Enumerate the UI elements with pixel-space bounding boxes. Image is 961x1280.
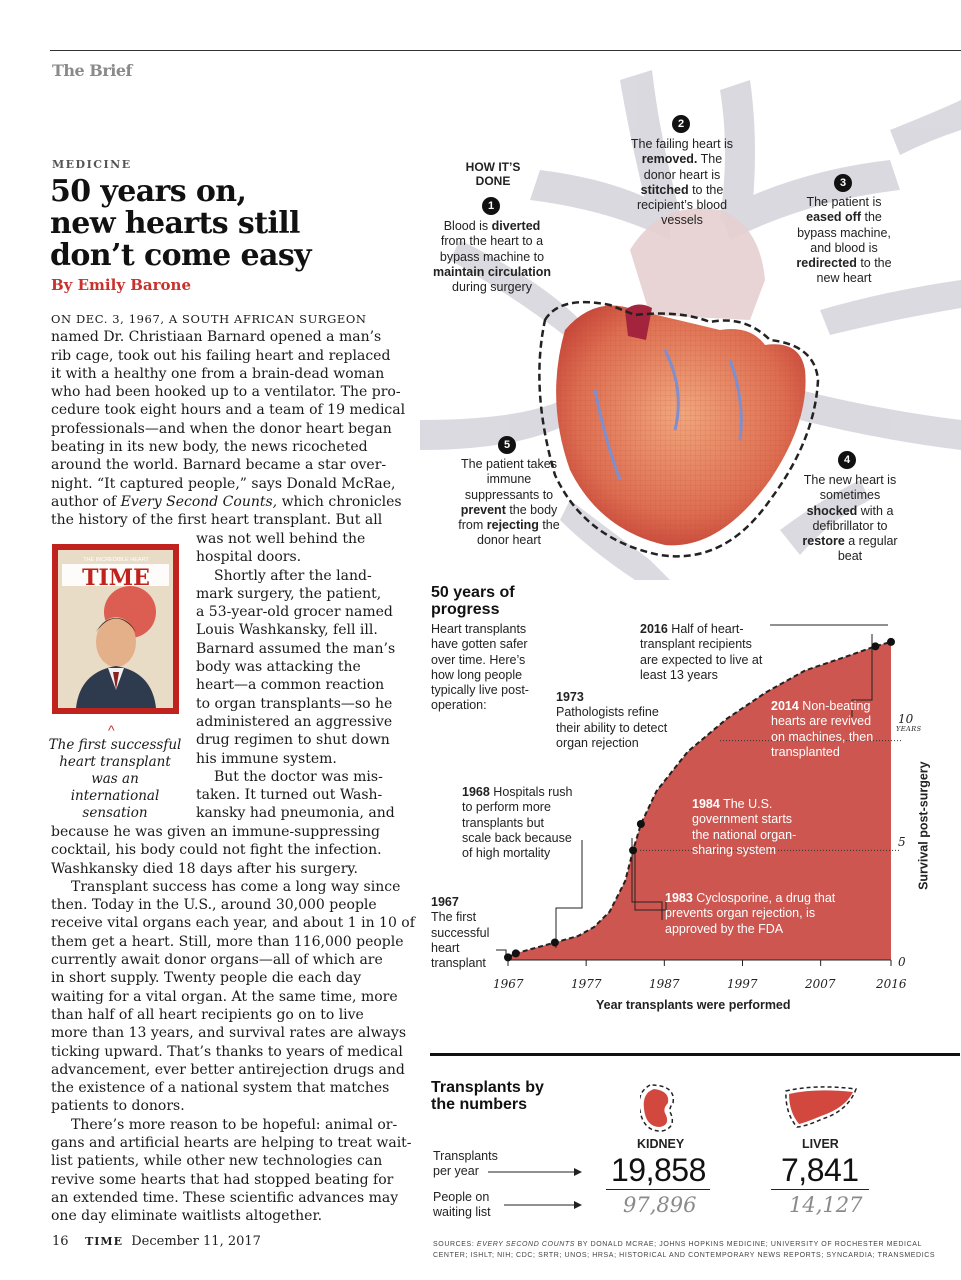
headline-line: 50 years on, [50, 174, 247, 209]
caption-caret-icon: ^ [108, 722, 115, 738]
page-number: 16 [52, 1234, 69, 1249]
annotation-1984: 1984 The U.S. government starts the national organ-sharing system [692, 797, 797, 857]
step-2-text: The failing heart is removed. The donor heart is stitched to the recipient’s blood vessels [630, 137, 734, 228]
headline-line: don’t come easy [50, 238, 311, 273]
step-5-text: The patient takes immune suppressants to prevent the body from rejecting the donor heart [458, 457, 560, 548]
x-tick-2007: 2007 [805, 977, 836, 991]
step-5-badge: 5 [498, 436, 516, 454]
body-line: the existence of a national system that matches [51, 1080, 390, 1097]
marker-1968 [512, 949, 520, 957]
body-line: waiting for a vital organ. At the same time, more [51, 988, 398, 1005]
y-unit: YEARS [896, 725, 922, 733]
time-cover-image [52, 544, 179, 714]
body-line: heart—a common reaction [196, 677, 385, 694]
body-line: Barnard assumed the man’s [196, 640, 396, 657]
y-tick-5: 5 [898, 835, 906, 849]
body-line: ticking upward. That’s thanks to years of medical [51, 1043, 403, 1060]
cover-illustration [58, 550, 173, 708]
top-rule [50, 50, 961, 51]
y-axis-label: Survival post-surgery [916, 761, 931, 890]
step-4-badge: 4 [838, 451, 856, 469]
body-line: drug regimen to shut down [196, 732, 390, 749]
step-3-badge: 3 [834, 174, 852, 192]
marker-1984 [637, 820, 645, 828]
body-line: patients to donors. [51, 1098, 185, 1115]
body-line: hospital doors. [196, 549, 302, 566]
step-1-badge: 1 [482, 197, 500, 215]
body-line: currently await donor organs—all of which are [51, 952, 383, 969]
body-line: named Dr. Christiaan Barnard opened a man’s [51, 329, 382, 346]
image-caption: The first successful heart transplant was an international sensation [48, 737, 182, 821]
body-line: them get a heart. Still, more than 116,000 people [51, 933, 404, 950]
body-line: kansky had pneumonia, and [196, 805, 395, 822]
body-line: cocktail, his body could not fight the infection. [51, 842, 382, 859]
kidney-icon [640, 1083, 682, 1133]
body-line: one day eliminate waitlists altogether. [51, 1208, 323, 1225]
cover-banner: THE INCREDIBLE HEART [83, 557, 149, 563]
page-footer [52, 1234, 261, 1249]
marker-1967 [504, 953, 512, 961]
body-line: Shortly after the land- [214, 567, 372, 584]
body-line: author of Every Second Counts, which chronicles [51, 493, 402, 510]
numbers-rule [430, 1053, 960, 1056]
body-line: receive vital organs each year, and about 1 in 10 of [51, 915, 415, 932]
body-line: was not well behind the [196, 531, 366, 547]
cover-art [58, 550, 173, 708]
kidney-label: KIDNEY [637, 1137, 685, 1151]
section-label: The Brief [52, 61, 132, 80]
body-line: Washkansky died 18 days after his surgery. [51, 860, 358, 877]
body-line: Transplant success has come a long way since [71, 878, 401, 895]
body-line: in short supply. Twenty people die each day [51, 970, 362, 987]
x-axis-label: Year transplants were performed [596, 998, 791, 1012]
x-tick-1977: 1977 [571, 977, 602, 991]
body-line: it with a healthy one from a brain-dead woman [51, 365, 385, 382]
liver-waiting: 14,127 [789, 1193, 863, 1217]
annotation-1967: 1967 The first successful heart transplant [431, 895, 490, 971]
marker-1973 [551, 938, 559, 946]
kidney-divider [606, 1189, 710, 1190]
article-headline [50, 176, 380, 272]
annotation-2014: 2014 Non-beating hearts are revived on machines, then transplanted [771, 699, 874, 759]
body-line: because he was given an immune-suppressing [51, 824, 381, 840]
how-its-done-title: HOW IT’S DONE [465, 160, 521, 188]
footer-date: December 11, 2017 [131, 1234, 261, 1249]
body-line: night. “It captured people,” says Donald McRae, [51, 475, 396, 492]
row-label-waiting: People on waiting list [433, 1190, 491, 1220]
body-line: But the doctor was mis- [214, 768, 383, 785]
body-line: than half of all heart recipients go on to live [51, 1006, 364, 1023]
body-line: gans and artificial hearts are helping to treat wait- [51, 1135, 412, 1152]
headline-line: new hearts still [50, 206, 300, 241]
article-kicker: MEDICINE [52, 158, 132, 171]
heart-shape [556, 304, 805, 545]
body-line: a 53-year-old grocer named [196, 604, 393, 621]
row-label-per-year: Transplants per year [433, 1149, 498, 1179]
body-line: revive some hearts that had stopped beating for [51, 1171, 394, 1188]
liver-label: LIVER [802, 1137, 839, 1151]
annotation-1973: 1973 Pathologists refine their ability to detect organ rejection [556, 690, 668, 750]
body-line-dropcaps: ON DEC. 3, 1967, A SOUTH AFRICAN SURGEON [51, 312, 367, 326]
annotation-1983: 1983 Cyclosporine, a drug that prevents organ rejection, is approved by the FDA [665, 891, 836, 936]
step-4-text: The new heart is sometimes shocked with a defibrillator to restore a regular beat [802, 473, 898, 564]
liver-per-year: 7,841 [781, 1152, 859, 1188]
sources-note: SOURCES: EVERY SECOND COUNTS BY DONALD MCRAE; JOHNS HOPKINS MEDICINE; UNIVERSITY OF ROCHESTER MEDICAL CENTER; ISHLT; NIH; CDC; SRTR; UNOS; HRSA; HISTORICAL AND CONTEMPORARY NEWS REPORTS; SYNCARDIA; TRANSMEDICS [433, 1241, 936, 1259]
marker-1983 [629, 846, 637, 854]
x-tick-1967: 1967 [493, 977, 524, 991]
row-arrows [488, 1160, 588, 1210]
numbers-title: Transplants by the numbers [431, 1079, 544, 1113]
x-tick-2016: 2016 [876, 977, 907, 991]
body-line: There’s more reason to be hopeful: animal or- [71, 1116, 398, 1133]
kidney-waiting: 97,896 [623, 1193, 697, 1217]
body-line: list patients, while other new technologies can [51, 1153, 383, 1170]
step-1-text: Blood is diverted from the heart to a bypass machine to maintain circulation during surgery [432, 219, 552, 295]
cover-masthead: TIME [82, 565, 150, 591]
x-tick-1997: 1997 [727, 977, 758, 991]
body-line: taken. It turned out Wash- [196, 787, 383, 804]
body-line: rib cage, took out his failing heart and replaced [51, 347, 391, 364]
body-line: beating in its new body, the news ricocheted [51, 439, 368, 456]
body-line: then. Today in the U.S., around 30,000 people [51, 897, 377, 914]
y-tick-10: 10 [898, 712, 914, 726]
body-line: who had been hooked up to a ventilator. The pro- [51, 384, 401, 401]
body-line: around the world. Barnard became a star over- [51, 457, 387, 474]
body-line: his immune system. [196, 750, 337, 767]
body-line: more than 13 years, and survival rates are always [51, 1025, 407, 1042]
article-byline: By Emily Barone [51, 276, 192, 294]
annotation-2016: 2016 Half of heart-transplant recipients are expected to live at least 13 years [640, 622, 763, 682]
body-line: the history of the first heart transplant. But all [51, 512, 383, 529]
marker-2016 [887, 638, 895, 646]
y-tick-0: 0 [898, 955, 906, 969]
step-3-text: The patient is eased off the bypass machine, and blood is redirected to the new heart [796, 195, 892, 286]
step-2-badge: 2 [672, 115, 690, 133]
body-line: mark surgery, the patient, [196, 585, 382, 602]
body-line: body was attacking the [196, 659, 361, 676]
body-line: to organ transplants—so he [196, 695, 393, 712]
body-line: cedure took eight hours and a team of 19 medical [51, 402, 406, 419]
annotation-1968: 1968 Hospitals rush to perform more transplants but scale back because of high mortality [462, 785, 573, 861]
liver-divider [771, 1189, 869, 1190]
body-line: an extended time. These scientific advances may [51, 1189, 399, 1206]
x-tick-1987: 1987 [649, 977, 680, 991]
body-line: Louis Washkansky, fell ill. [196, 622, 378, 639]
footer-magazine: TIME [85, 1235, 123, 1248]
kidney-per-year: 19,858 [611, 1152, 706, 1188]
body-narrow [196, 530, 396, 823]
body-line: administered an aggressive [196, 713, 393, 730]
chart-title: 50 years of progress [431, 584, 515, 618]
liver-icon [785, 1086, 857, 1128]
body-top [51, 310, 406, 530]
body-bottom [51, 823, 415, 1226]
body-line: advancement, ever better antirejection drugs and [51, 1061, 405, 1078]
marker-2014 [871, 642, 879, 650]
body-line: professionals—and when the donor heart began [51, 420, 392, 437]
chart-subtitle: Heart transplants have gotten safer over time. Here’s how long people typically live post-operation: [431, 622, 529, 713]
